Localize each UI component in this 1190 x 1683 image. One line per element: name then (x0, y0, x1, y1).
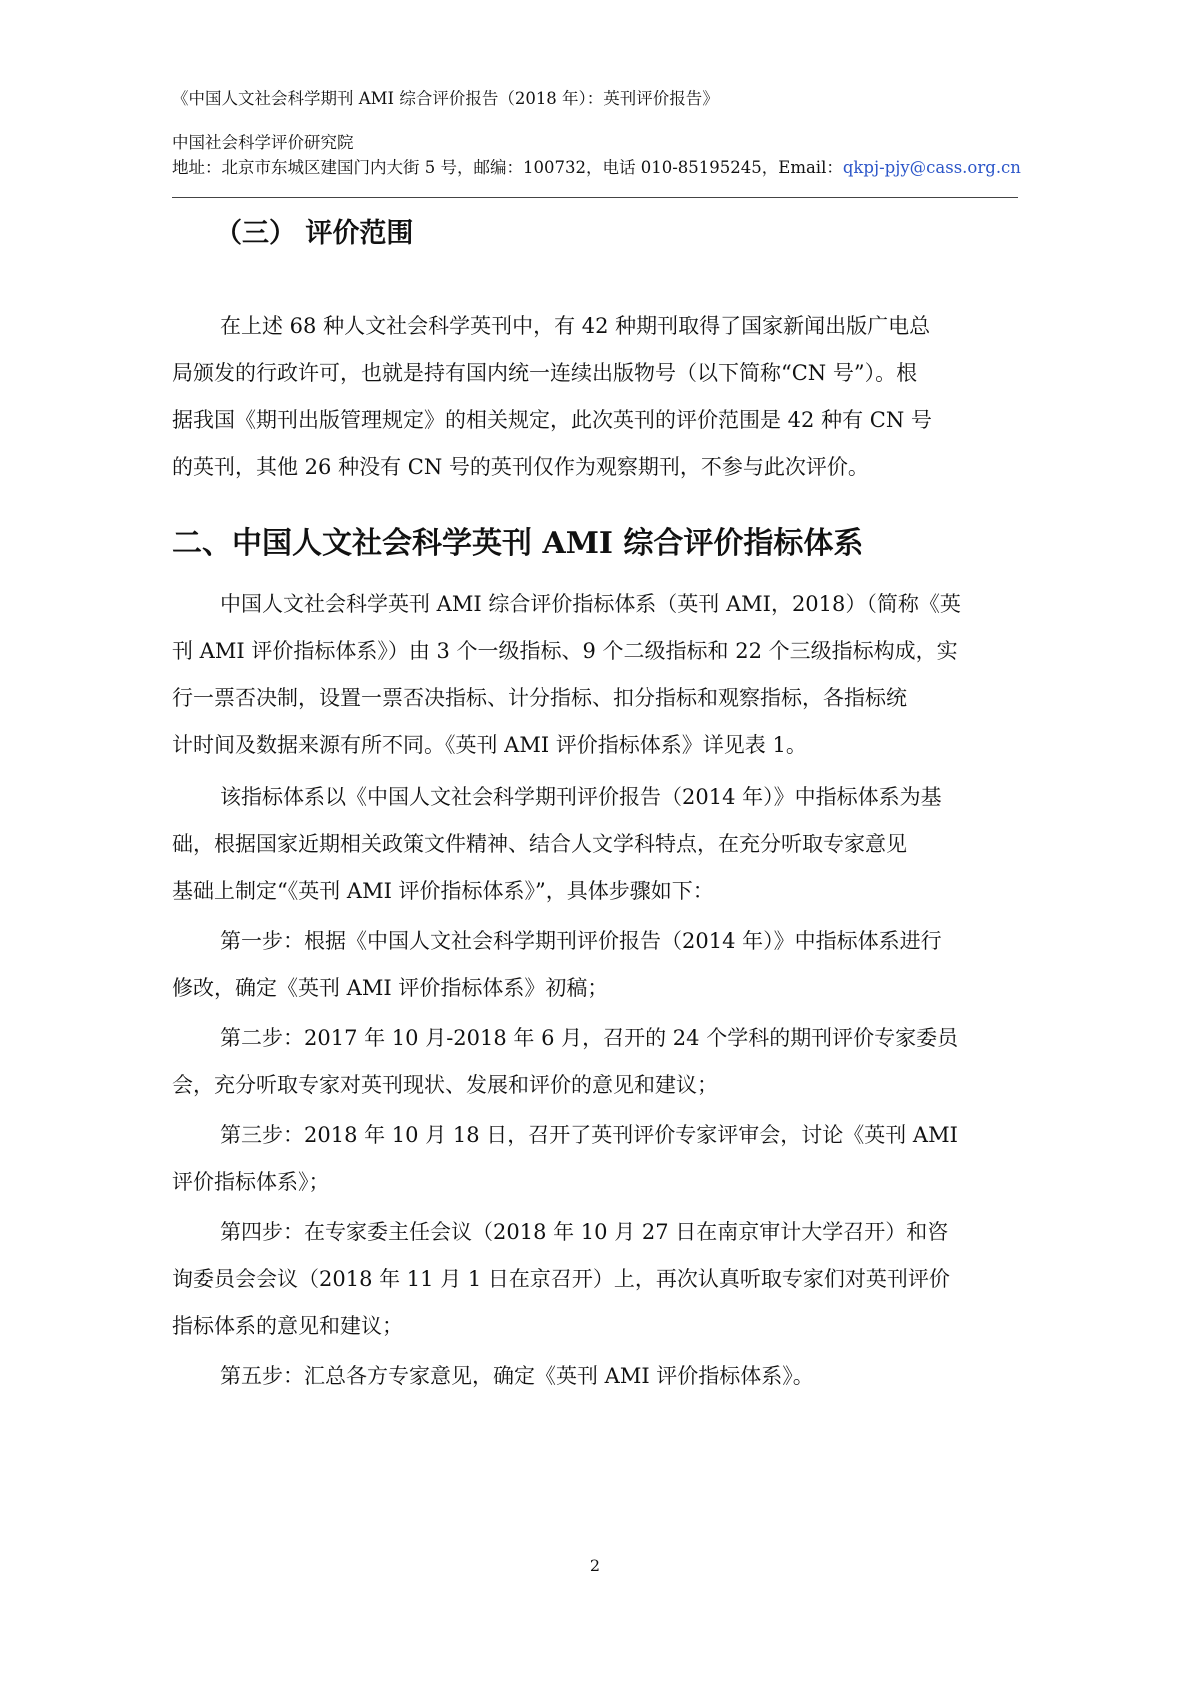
step-1-line: 第一步：根据《中国人文社会科学期刊评价报告（2014 年）》中指标体系进行 (220, 929, 942, 953)
subsection-title: （三） 评价范围 (215, 218, 414, 249)
paragraph-line: 基础上制定“《英刊 AMI 评价指标体系》”，具体步骤如下： (172, 879, 714, 903)
contact-address (172, 157, 1021, 179)
paragraph-line: 行一票否决制，设置一票否决指标、计分指标、扣分指标和观察指标，各指标统 (172, 686, 907, 710)
step-5-line: 第五步：汇总各方专家意见，确定《英刊 AMI 评价指标体系》。 (220, 1364, 814, 1388)
email-link[interactable]: qkpj-pjy@cass.org.cn (842, 158, 1021, 177)
paragraph-line: 局颁发的行政许可，也就是持有国内统一连续出版物号（以下简称“CN 号”）。根 (172, 361, 918, 385)
paragraph-line: 础，根据国家近期相关政策文件精神、结合人文学科特点，在充分听取专家意见 (172, 832, 907, 856)
step-2-line: 会，充分听取专家对英刊现状、发展和评价的意见和建议； (172, 1073, 718, 1097)
step-3-line: 评价指标体系》； (172, 1170, 330, 1194)
step-1-line: 修改，确定《英刊 AMI 评价指标体系》初稿； (172, 976, 609, 1000)
report-title-header: 《中国人文社会科学期刊 AMI 综合评价报告（2018 年）：英刊评价报告》 (172, 89, 719, 108)
paragraph-line: 据我国《期刊出版管理规定》的相关规定，此次英刊的评价范围是 42 种有 CN 号 (172, 408, 932, 432)
address-text: 地址：北京市东城区建国门内大街 5 号，邮编：100732，电话 010-85195245，Email： (172, 158, 843, 177)
step-4-line: 第四步：在专家委主任会议（2018 年 10 月 27 日在南京审计大学召开）和咨 (220, 1220, 949, 1244)
step-3-line: 第三步：2018 年 10 月 18 日，召开了英刊评价专家评审会，讨论《英刊 AMI (220, 1123, 958, 1147)
organization-name: 中国社会科学评价研究院 (172, 133, 354, 152)
step-2-line: 第二步：2017 年 10 月-2018 年 6 月，召开的 24 个学科的期刊评价专家委员 (220, 1026, 959, 1050)
step-4-line: 指标体系的意见和建议； (172, 1314, 403, 1338)
paragraph-line: 刊 AMI 评价指标体系》）由 3 个一级指标、9 个二级指标和 22 个三级指标构成，实 (172, 639, 958, 663)
paragraph-line: 计时间及数据来源有所不同。《英刊 AMI 评价指标体系》详见表 1。 (172, 733, 807, 757)
page-number: 2 (589, 1556, 601, 1575)
section-title: 二、中国人文社会科学英刊 AMI 综合评价指标体系 (172, 526, 864, 561)
step-4-line: 询委员会会议（2018 年 11 月 1 日在京召开）上，再次认真听取专家们对英刊评价 (172, 1267, 950, 1291)
paragraph-line: 的英刊，其他 26 种没有 CN 号的英刊仅作为观察期刊，不参与此次评价。 (172, 455, 869, 479)
paragraph-line: 该指标体系以《中国人文社会科学期刊评价报告（2014 年）》中指标体系为基 (220, 785, 942, 809)
paragraph-line: 中国人文社会科学英刊 AMI 综合评价指标体系（英刊 AMI，2018）（简称《英 (220, 592, 961, 616)
paragraph-line: 在上述 68 种人文社会科学英刊中，有 42 种期刊取得了国家新闻出版广电总 (220, 314, 931, 338)
header-divider (172, 197, 1018, 198)
